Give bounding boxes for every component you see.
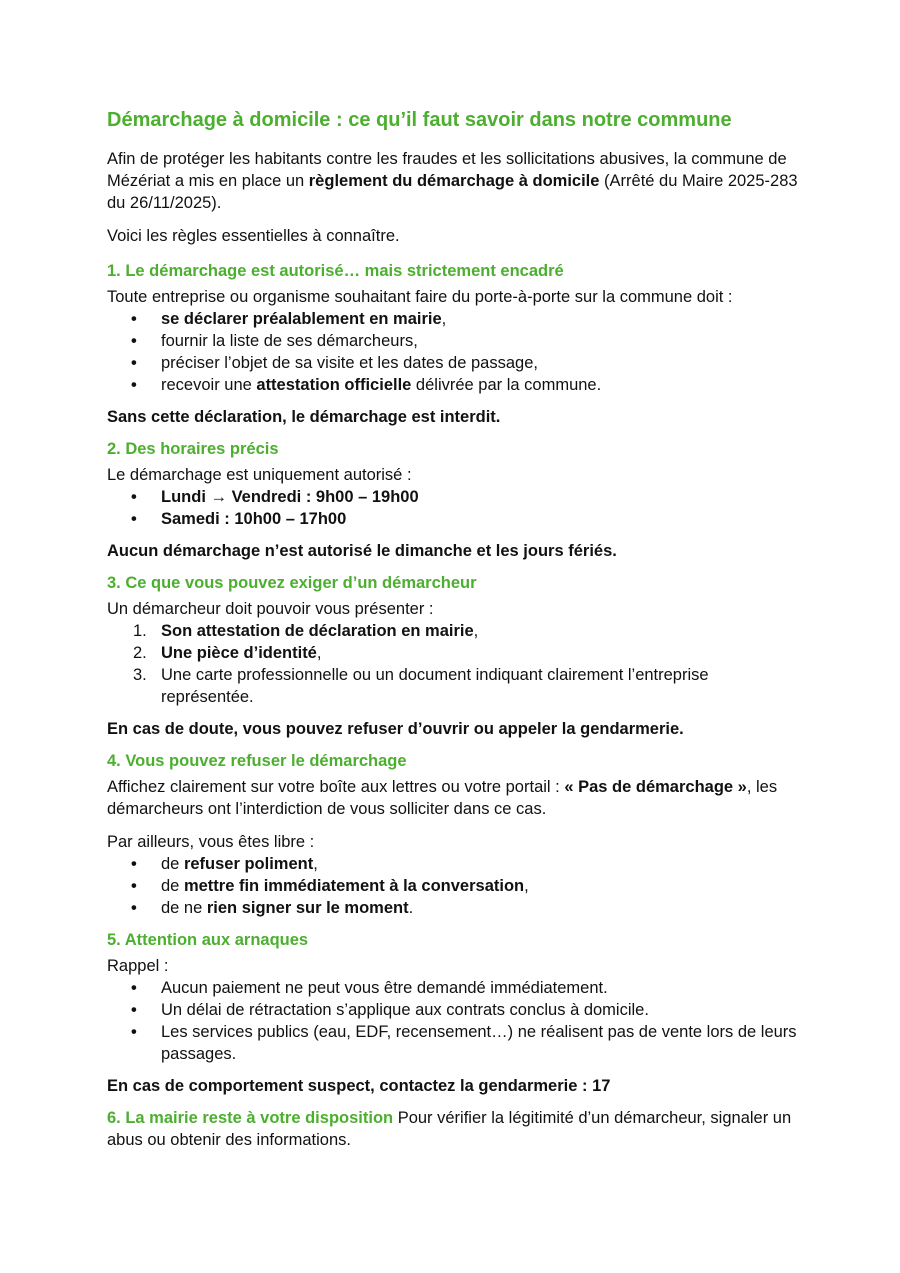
list-item-bold: attestation officielle: [256, 376, 412, 394]
list-item: [107, 642, 800, 664]
section-5-lead: Rappel :: [107, 957, 169, 975]
section-4-lead-2: Par ailleurs, vous êtes libre :: [107, 833, 315, 851]
section-4-list: [107, 853, 800, 919]
list-item-bold: rien signer sur le moment: [206, 899, 409, 917]
schedule-saturday: Samedi : 10h00 – 17h00: [161, 510, 347, 528]
page-title: Démarchage à domicile : ce qu’il faut savoir dans notre commune: [107, 109, 732, 131]
list-item-text: de: [161, 855, 184, 873]
list-item: [107, 620, 800, 642]
list-item-text: .: [408, 899, 414, 917]
list-item-text: ,: [316, 644, 322, 662]
list-item: • fournir la liste de ses démarcheurs,: [107, 330, 800, 352]
list-item: [107, 875, 800, 897]
list-item: [107, 664, 800, 708]
list-item: [107, 853, 800, 875]
list-number: 3.: [133, 666, 147, 684]
lead-text: Affichez clairement sur votre boîte aux lettres ou votre portail :: [107, 778, 565, 796]
section-4-lead: [107, 776, 800, 820]
list-item-text: recevoir une: [161, 376, 257, 394]
list-item-text: Une carte professionnelle ou un document indiquant clairement l’entreprise représentée.: [161, 666, 709, 706]
schedule-weekdays: Lundi → Vendredi : 9h00 – 19h00: [161, 488, 419, 506]
lead-text: , les démarcheurs ont l’interdiction de vous solliciter dans ce cas.: [107, 778, 778, 818]
lead-bold: « Pas de démarchage »: [564, 778, 747, 796]
list-item-text: ,: [313, 855, 318, 873]
section-1-list: [107, 308, 800, 396]
list-number: 1.: [133, 622, 147, 640]
list-item-bold: refuser poliment: [183, 855, 314, 873]
list-item: [107, 897, 800, 919]
list-item-bold: se déclarer préalablement en mairie: [161, 310, 442, 328]
section-2-lead: Le démarchage est uniquement autorisé :: [107, 466, 412, 484]
list-item-bold: Son attestation de déclaration en mairie: [161, 622, 474, 640]
list-item: • Les services publics (eau, EDF, recensement…) ne réalisent pas de vente lors de leurs passages.: [107, 1021, 800, 1065]
section-3-heading: 3. Ce que vous pouvez exiger d’un démarcheur: [107, 574, 477, 592]
section-5-warning: En cas de comportement suspect, contactez la gendarmerie : 17: [107, 1077, 611, 1095]
list-item-text: ,: [441, 310, 447, 328]
section-6-heading: 6. La mairie reste à votre disposition: [107, 1109, 394, 1127]
list-item-bold: Une pièce d’identité: [161, 644, 317, 662]
list-item-bold: mettre fin immédiatement à la conversation: [183, 877, 525, 895]
section-3-warning: En cas de doute, vous pouvez refuser d’ouvrir ou appeler la gendarmerie.: [107, 720, 684, 738]
list-item: [107, 508, 800, 530]
list-item: [107, 308, 800, 330]
section-3-list: [107, 620, 800, 708]
list-item: [107, 374, 800, 396]
section-1-lead: Toute entreprise ou organisme souhaitant faire du porte-à-porte sur la commune doit :: [107, 288, 733, 306]
section-1-warning: Sans cette déclaration, le démarchage est interdit.: [107, 408, 501, 426]
list-item-text: ,: [473, 622, 479, 640]
section-2-list: [107, 486, 800, 530]
list-item-text: délivrée par la commune.: [411, 376, 602, 394]
section-1-heading: 1. Le démarchage est autorisé… mais strictement encadré: [107, 262, 564, 280]
list-item: • Aucun paiement ne peut vous être demandé immédiatement.: [107, 977, 800, 999]
list-item-text: de ne: [161, 899, 207, 917]
section-3-lead: Un démarcheur doit pouvoir vous présenter :: [107, 600, 434, 618]
intro-paragraph: [107, 148, 800, 214]
section-2-heading: 2. Des horaires précis: [107, 440, 279, 458]
list-item-text: de: [161, 877, 184, 895]
list-item: • Un délai de rétractation s’applique aux contrats conclus à domicile.: [107, 999, 800, 1021]
intro-paragraph-2: Voici les règles essentielles à connaître.: [107, 227, 400, 245]
section-5-list: [107, 977, 800, 1065]
intro-bold: règlement du démarchage à domicile: [308, 172, 600, 190]
intro-text-1: Afin de protéger les habitants contre les fraudes et les sollicitations abusives, la commune de Mézériat a mis en place un: [107, 150, 787, 190]
section-5-heading: 5. Attention aux arnaques: [107, 931, 309, 949]
section-4-heading: 4. Vous pouvez refuser le démarchage: [107, 752, 407, 770]
intro-text-2: (Arrêté du Maire 2025-283 du 26/11/2025).: [107, 172, 798, 212]
section-6-text: Pour vérifier la légitimité d’un démarcheur, signaler un abus ou obtenir des informations.: [107, 1109, 792, 1149]
section-6-paragraph: [107, 1107, 800, 1151]
section-2-warning: Aucun démarchage n’est autorisé le dimanche et les jours fériés.: [107, 542, 617, 560]
list-item-text: ,: [524, 877, 529, 895]
list-item: [107, 486, 800, 508]
list-number: 2.: [133, 644, 147, 662]
list-item: • préciser l’objet de sa visite et les dates de passage,: [107, 352, 800, 374]
